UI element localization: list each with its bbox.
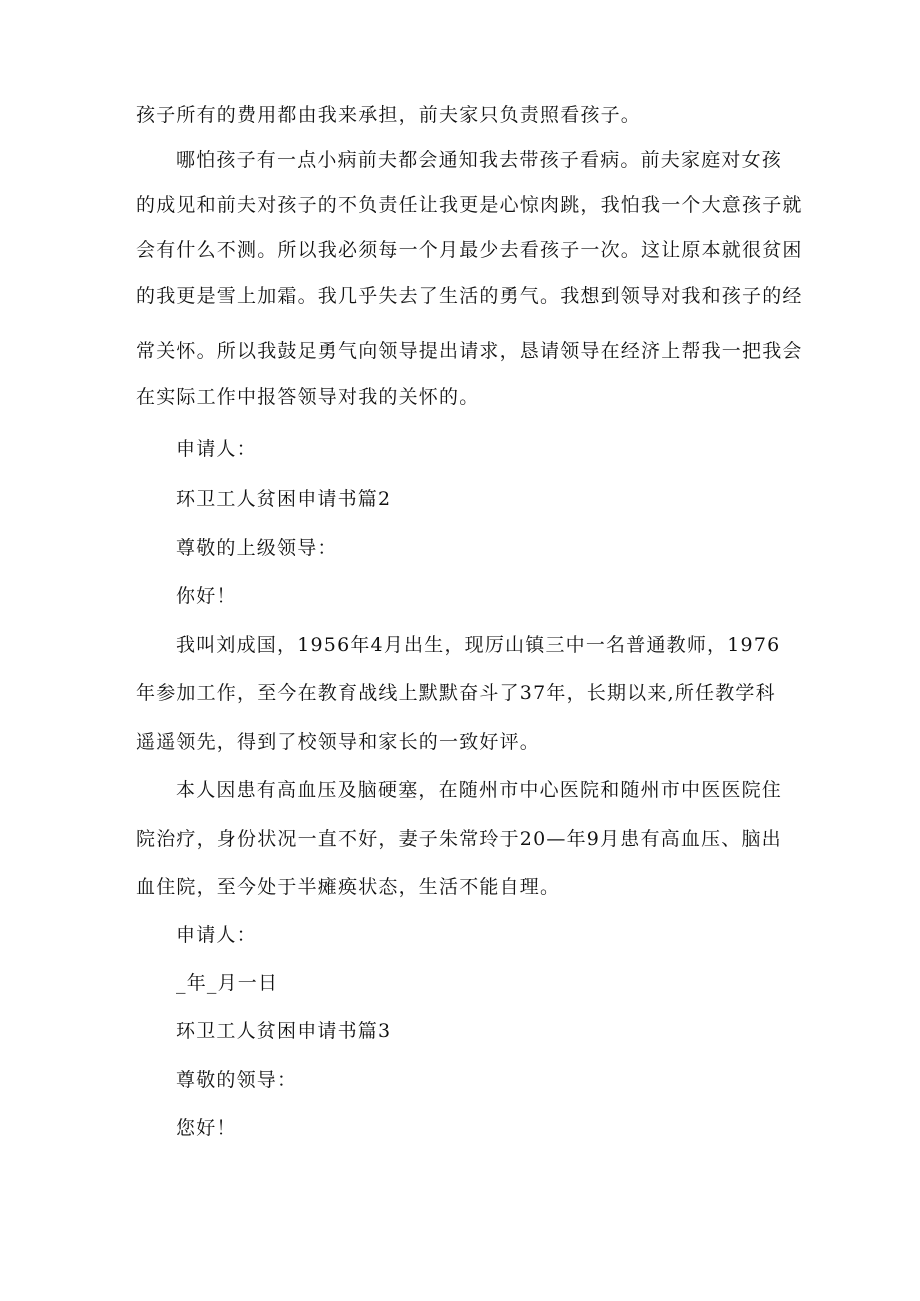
section-title-2: 环卫工人贫困申请书篇2 [176,488,392,510]
paragraph-7-line-1: 我叫刘成国，1956年4月出生，现厉山镇三中一名普通教师，1976 [176,634,781,656]
paragraph-2-line-5: 常关怀。所以我鼓足勇气向领导提出请求，恳请领导在经济上帮我一把我会 [136,340,803,362]
section-title-3: 环卫工人贫困申请书篇3 [176,1020,392,1042]
applicant-label-1: 申请人： [176,438,257,460]
date-line: _年_月一日 [176,972,279,994]
paragraph-2-line-1: 哪怕孩子有一点小病前夫都会通知我去带孩子看病。前夫家庭对女孩 [176,149,783,171]
paragraph-1-line-1: 孩子所有的费用都由我来承担，前夫家只负责照看孩子。 [136,104,642,126]
applicant-label-2: 申请人： [176,924,257,946]
greeting-1: 你好！ [176,585,237,607]
paragraph-8-line-2: 院治疗，身份状况一直不好，妻子朱常玲于20—年9月患有高血压、脑出 [136,828,782,850]
paragraph-2-line-6: 在实际工作中报答领导对我的关怀的。 [136,386,480,408]
greeting-2: 您好！ [176,1117,237,1139]
paragraph-8-line-1: 本人因患有高血压及脑硬塞，在随州市中心医院和随州市中医医院住 [176,779,783,801]
paragraph-8-line-3: 血住院，至今处于半瘫痪状态，生活不能自理。 [136,876,561,898]
salutation-2: 尊敬的领导： [176,1069,298,1091]
paragraph-7-line-3: 遥遥领先，得到了校领导和家长的一致好评。 [136,731,541,753]
paragraph-2-line-4: 的我更是雪上加霜。我几乎失去了生活的勇气。我想到领导对我和孩子的经 [136,285,803,307]
salutation-1: 尊敬的上级领导： [176,537,338,559]
paragraph-7-line-2: 年参加工作，至今在教育战线上默默奋斗了37年，长期以来,所任教学科 [136,682,776,704]
paragraph-2-line-2: 的成见和前夫对孩子的不负责任让我更是心惊肉跳，我怕我一个大意孩子就 [136,194,803,216]
paragraph-2-line-3: 会有什么不测。所以我必须每一个月最少去看孩子一次。这让原本就很贫困 [136,239,803,261]
